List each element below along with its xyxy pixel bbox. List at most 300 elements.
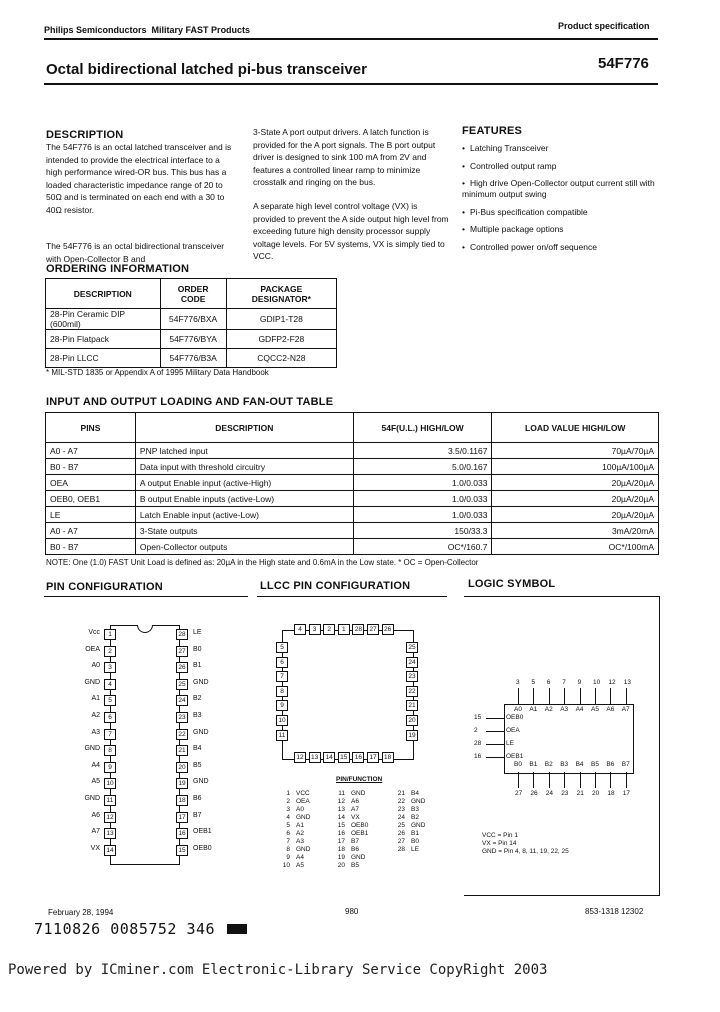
- dip-left-label: A5: [91, 778, 100, 786]
- ordering-heading: ORDERING INFORMATION: [46, 263, 190, 275]
- ordering-col-header: PACKAGE DESIGNATOR*: [226, 279, 336, 309]
- llcc-left-pin: 8: [276, 686, 288, 697]
- loading-cell: Latch Enable input (active-Low): [135, 507, 353, 523]
- llcc-right-pin: 24: [406, 657, 418, 668]
- logic-input-lead: [486, 757, 504, 758]
- llcc-table-cell: 8: [286, 846, 290, 853]
- dip-diagram: [60, 625, 230, 870]
- logic-symbol: [464, 596, 660, 896]
- llcc-table-cell: A1: [296, 822, 304, 829]
- features-heading: FEATURES: [462, 125, 523, 137]
- llcc-rule: [257, 596, 447, 597]
- dip-left-pin: 8: [104, 745, 116, 756]
- header-rule: [44, 38, 658, 40]
- llcc-table-cell: A6: [351, 798, 359, 805]
- part-number: 54F776: [598, 55, 649, 72]
- dip-right-pin: 21: [176, 745, 188, 756]
- dip-right-label: LE: [193, 629, 202, 636]
- llcc-table-cell: 20: [337, 862, 345, 869]
- feature-item: • High drive Open-Collector output current still with minimum output swing: [462, 178, 662, 200]
- llcc-table-cell: OEB0: [351, 822, 369, 829]
- logic-top-label: A3: [560, 706, 569, 713]
- loading-cell: 20µA/20µA: [492, 491, 659, 507]
- logic-bottom-label: B5: [591, 761, 599, 768]
- llcc-table-cell: 28: [397, 846, 405, 853]
- logic-bottom-label: B2: [544, 761, 553, 768]
- llcc-table-cell: 18: [337, 846, 345, 853]
- loading-cell: 1.0/0.033: [353, 507, 492, 523]
- table-row: [46, 507, 659, 523]
- logic-note: VCC = Pin 1: [482, 832, 518, 839]
- dip-right-label: B4: [193, 745, 202, 753]
- llcc-left-pin: 6: [276, 657, 288, 668]
- dip-right-label: B5: [193, 761, 202, 769]
- logic-bottom-lead: [564, 772, 565, 788]
- logic-note: GND = Pin 4, 8, 11, 19, 22, 25: [482, 848, 569, 855]
- loading-cell: Open-Collector outputs: [135, 539, 353, 555]
- loading-cell: Data input with threshold circuitry: [135, 459, 353, 475]
- dip-right-pin: 15: [176, 845, 188, 856]
- loading-note: NOTE: One (1.0) FAST Unit Load is defined as: 20µA in the High state and 0.6mA in the Low state. * OC = Open-Collector: [46, 558, 479, 567]
- logic-top-pin: 13: [623, 679, 632, 686]
- llcc-table-cell: B2: [411, 814, 419, 821]
- llcc-table-cell: 14: [337, 814, 345, 821]
- llcc-table-cell: 26: [397, 830, 405, 837]
- llcc-table-title: PIN/FUNCTION: [336, 776, 383, 783]
- llcc-bottom-pin: 15: [338, 752, 350, 763]
- ordering-cell: GDFP2-F28: [226, 330, 336, 349]
- loading-col-header: DESCRIPTION: [135, 413, 353, 443]
- logic-input-lead: [486, 718, 504, 719]
- feature-item: • Controlled output ramp: [462, 161, 662, 172]
- logic-input-pin: 2: [474, 727, 478, 734]
- llcc-table-cell: 22: [397, 798, 405, 805]
- llcc-table-cell: GND: [296, 814, 311, 821]
- feature-item: • Latching Transceiver: [462, 143, 662, 154]
- feature-item: • Controlled power on/off sequence: [462, 242, 662, 253]
- logic-input-label: LE: [506, 740, 514, 747]
- logic-top-label: A2: [544, 706, 553, 713]
- dip-left-pin: 2: [104, 646, 116, 657]
- footer-page: 980: [345, 907, 359, 916]
- llcc-table-cell: GND: [351, 790, 366, 797]
- llcc-left-pin: 10: [276, 715, 288, 726]
- logic-top-lead: [533, 688, 534, 704]
- llcc-left-pin: 7: [276, 671, 288, 682]
- llcc-table-cell: 9: [286, 854, 290, 861]
- llcc-table-cell: GND: [411, 822, 426, 829]
- ordering-cell: 28-Pin LLCC: [46, 349, 161, 368]
- loading-cell: B0 - B7: [46, 459, 136, 475]
- loading-cell: 150/33.3: [353, 523, 492, 539]
- llcc-right-pin: 20: [406, 715, 418, 726]
- dip-right-label: GND: [193, 678, 209, 686]
- logic-bottom-pin: 17: [622, 790, 631, 797]
- ordering-cell: 54F776/B3A: [160, 349, 226, 368]
- logic-bottom-pin: 20: [592, 790, 600, 797]
- dip-right-label: OEB0: [193, 844, 212, 852]
- table-row: [46, 459, 659, 475]
- llcc-table-cell: VX: [351, 814, 360, 821]
- loading-cell: B0 - B7: [46, 539, 136, 555]
- logic-input-label: OEB0: [506, 714, 524, 721]
- ordering-cell: 28-Pin Ceramic DIP (600mil): [46, 309, 161, 330]
- loading-cell: 20µA/20µA: [492, 475, 659, 491]
- dip-left-pin: 11: [104, 795, 116, 806]
- dip-right-label: B1: [193, 662, 202, 670]
- dip-left-label: GND: [84, 745, 100, 753]
- llcc-left-pin: 9: [276, 700, 288, 711]
- ordering-cell: 54F776/BYA: [160, 330, 226, 349]
- dip-right-label: B0: [193, 645, 202, 653]
- logic-top-label: A1: [529, 706, 538, 713]
- dip-left-label: VX: [90, 844, 100, 852]
- loading-cell: 3-State outputs: [135, 523, 353, 539]
- llcc-right-pin: 23: [406, 671, 418, 682]
- loading-cell: PNP latched input: [135, 443, 353, 459]
- llcc-table-cell: B0: [411, 838, 419, 845]
- logic-box: [504, 704, 634, 774]
- logic-input-lead: [486, 744, 504, 745]
- logic-top-pin: 3: [516, 679, 520, 686]
- loading-cell: OEB0, OEB1: [46, 491, 136, 507]
- logic-top-pin: 9: [577, 679, 582, 686]
- llcc-table-cell: GND: [411, 798, 426, 805]
- llcc-table-cell: B7: [351, 838, 359, 845]
- llcc-table-cell: B5: [351, 862, 359, 869]
- dip-left-pin: 5: [104, 695, 116, 706]
- loading-cell: LE: [46, 507, 136, 523]
- loading-col-header: LOAD VALUE HIGH/LOW: [492, 413, 659, 443]
- doc-type: Product specification: [558, 21, 650, 31]
- llcc-table-cell: 13: [337, 806, 345, 813]
- llcc-table-cell: 7: [286, 838, 290, 845]
- ordering-cell: 54F776/BXA: [160, 309, 226, 330]
- logic-bottom-label: B0: [514, 761, 522, 768]
- logic-bottom-lead: [610, 772, 611, 788]
- dip-left-label: A4: [91, 761, 100, 769]
- llcc-body: [282, 630, 414, 760]
- llcc-table-cell: 27: [397, 838, 405, 845]
- loading-cell: 3mA/20mA: [492, 523, 659, 539]
- dip-left-label: A0: [91, 662, 100, 670]
- loading-cell: 70µA/70µA: [492, 443, 659, 459]
- llcc-table-cell: 6: [286, 830, 290, 837]
- logic-bottom-pin: 24: [545, 790, 554, 797]
- llcc-table-cell: 15: [337, 822, 345, 829]
- logic-bottom-label: B1: [529, 761, 538, 768]
- dip-left-pin: 12: [104, 812, 116, 823]
- footer-doc-code: 853-1318 12302: [585, 907, 644, 916]
- table-row: [46, 443, 659, 459]
- logic-top-label: A7: [621, 706, 630, 713]
- loading-col-header: 54F(U.L.) HIGH/LOW: [353, 413, 492, 443]
- llcc-bottom-pin: 14: [323, 752, 335, 763]
- llcc-bottom-pin: 18: [382, 752, 394, 763]
- dip-right-pin: 20: [176, 762, 188, 773]
- dip-left-pin: 1: [104, 629, 116, 640]
- dip-left-pin: 4: [104, 679, 116, 690]
- ordering-cell: 28-Pin Flatpack: [46, 330, 161, 349]
- logic-top-label: A6: [606, 706, 615, 713]
- llcc-top-pin: 28: [352, 624, 364, 635]
- logic-bottom-lead: [518, 772, 519, 788]
- logic-heading: LOGIC SYMBOL: [468, 578, 556, 590]
- loading-cell: A0 - A7: [46, 523, 136, 539]
- dip-left-pin: 6: [104, 712, 116, 723]
- logic-bottom-label: B4: [575, 761, 584, 768]
- llcc-heading: LLCC PIN CONFIGURATION: [260, 580, 411, 592]
- table-row: [46, 491, 659, 507]
- llcc-table-cell: B3: [411, 806, 419, 813]
- table-row: [46, 523, 659, 539]
- logic-input-pin: 15: [474, 714, 482, 721]
- dip-right-pin: 27: [176, 646, 188, 657]
- llcc-top-pin: 3: [309, 624, 321, 635]
- dip-left-label: A6: [91, 811, 100, 819]
- llcc-right-pin: 21: [406, 700, 418, 711]
- loading-cell: A0 - A7: [46, 443, 136, 459]
- ordering-footnote: * MIL-STD 1835 or Appendix A of 1995 Military Data Handbook: [46, 368, 269, 377]
- logic-input-label: OEB1: [506, 753, 524, 760]
- page-title: Octal bidirectional latched pi-bus transceiver: [46, 61, 367, 78]
- dip-right-pin: 23: [176, 712, 188, 723]
- dip-right-pin: 26: [176, 662, 188, 673]
- llcc-top-pin: 2: [323, 624, 335, 635]
- table-row: [46, 330, 337, 349]
- ordering-table: [45, 278, 337, 368]
- logic-top-pin: 7: [562, 679, 566, 686]
- dip-left-label: Vcc: [88, 629, 100, 636]
- llcc-table-cell: 11: [338, 790, 345, 797]
- llcc-top-pin: 27: [367, 624, 379, 635]
- llcc-left-pin: 11: [276, 730, 288, 741]
- dip-right-pin: 18: [176, 795, 188, 806]
- llcc-table-cell: LE: [411, 846, 419, 853]
- logic-bottom-pin: 23: [561, 790, 569, 797]
- llcc-table-cell: A3: [296, 838, 304, 845]
- logic-bottom-lead: [595, 772, 596, 788]
- table-row: [46, 349, 337, 368]
- dip-right-pin: 28: [176, 629, 188, 640]
- loading-table: [45, 412, 659, 555]
- llcc-table-cell: A4: [296, 854, 304, 861]
- logic-bottom-label: B6: [606, 761, 615, 768]
- llcc-table-cell: 19: [337, 854, 345, 861]
- feature-item: • Pi-Bus specification compatible: [462, 207, 662, 218]
- loading-cell: 100µA/100µA: [492, 459, 659, 475]
- llcc-table-cell: GND: [296, 846, 311, 853]
- logic-top-pin: 6: [546, 679, 551, 686]
- logic-top-lead: [580, 688, 581, 704]
- dip-left-label: OEA: [85, 645, 100, 653]
- dip-left-pin: 7: [104, 729, 116, 740]
- logic-top-label: A4: [575, 706, 584, 713]
- dip-right-pin: 17: [176, 812, 188, 823]
- ordering-cell: GDIP1-T28: [226, 309, 336, 330]
- dip-right-pin: 22: [176, 729, 188, 740]
- llcc-table-cell: B1: [411, 830, 419, 837]
- logic-bottom-pin: 18: [607, 790, 615, 797]
- table-row: [46, 309, 337, 330]
- llcc-table-cell: OEB1: [351, 830, 369, 837]
- loading-cell: B output Enable inputs (active-Low): [135, 491, 353, 507]
- logic-top-lead: [595, 688, 596, 704]
- description-p2: The 54F776 is an octal bidirectional transceiver with Open-Collector B and: [46, 241, 225, 264]
- llcc-bottom-pin: 17: [367, 752, 379, 763]
- dip-right-pin: 25: [176, 679, 188, 690]
- llcc-table-cell: OEA: [296, 798, 310, 805]
- llcc-table-cell: GND: [351, 854, 366, 861]
- dip-right-label: OEB1: [193, 828, 212, 836]
- llcc-table-cell: 25: [397, 822, 405, 829]
- dip-left-label: GND: [84, 795, 100, 802]
- dip-left-label: A3: [91, 728, 100, 736]
- llcc-table-cell: 24: [397, 814, 405, 821]
- llcc-table-cell: VCC: [296, 790, 310, 797]
- llcc-table-cell: 4: [286, 814, 290, 821]
- llcc-right-pin: 22: [406, 686, 418, 697]
- llcc-right-pin: 25: [406, 642, 418, 653]
- llcc-bottom-pin: 16: [352, 752, 364, 763]
- logic-input-label: OEA: [506, 727, 520, 734]
- dip-left-pin: 3: [104, 662, 116, 673]
- dip-left-pin: 13: [104, 828, 116, 839]
- llcc-table-cell: 5: [286, 822, 290, 829]
- logic-bottom-lead: [626, 772, 627, 788]
- dip-left-label: A2: [91, 712, 100, 719]
- table-row: [46, 539, 659, 555]
- logic-top-pin: 10: [593, 679, 601, 686]
- ordering-cell: CQCC2-N28: [226, 349, 336, 368]
- barcode-block: [227, 924, 247, 934]
- powered-by: Powered by ICminer.com Electronic-Library Service CopyRight 2003: [8, 962, 548, 978]
- logic-bottom-lead: [580, 772, 581, 788]
- logic-bottom-lead: [533, 772, 534, 788]
- dip-right-label: B7: [193, 811, 202, 819]
- llcc-table-cell: A2: [296, 830, 304, 837]
- llcc-table-cell: 21: [397, 790, 405, 797]
- loading-cell: 1.0/0.033: [353, 475, 492, 491]
- dip-body: [110, 625, 180, 865]
- logic-input-lead: [486, 731, 504, 732]
- description-col2-p1: 3-State A port output drivers. A latch function is provided for the A port signals. The B port output driver is designed to sink 100 mA from 2V and features a controlled linear ramp to minimize crosstalk and ringing on the bus.: [253, 127, 436, 187]
- logic-top-label: A5: [591, 706, 599, 713]
- loading-cell: OC*/100mA: [492, 539, 659, 555]
- loading-cell: OEA: [46, 475, 136, 491]
- dip-right-label: B6: [193, 795, 202, 802]
- logic-top-lead: [610, 688, 611, 704]
- llcc-top-pin: 4: [294, 624, 306, 635]
- logic-input-pin: 16: [474, 753, 482, 760]
- loading-cell: 20µA/20µA: [492, 507, 659, 523]
- loading-cell: 1.0/0.033: [353, 491, 492, 507]
- logic-note: VX = Pin 14: [482, 840, 517, 847]
- llcc-table-cell: B6: [351, 846, 359, 853]
- pin-config-rule: [44, 596, 248, 597]
- dip-right-label: GND: [193, 778, 209, 786]
- dip-left-label: A7: [91, 828, 100, 836]
- feature-item: • Multiple package options: [462, 224, 662, 235]
- logic-top-lead: [518, 688, 519, 704]
- dip-left-pin: 9: [104, 762, 116, 773]
- loading-cell: 5.0/0.167: [353, 459, 492, 475]
- description-heading: DESCRIPTION: [46, 129, 124, 141]
- dip-right-label: GND: [193, 728, 209, 736]
- loading-cell: 3.5/0.1167: [353, 443, 492, 459]
- logic-top-label: A0: [514, 706, 522, 713]
- dip-left-label: A1: [91, 695, 100, 703]
- logic-bottom-label: B7: [621, 761, 630, 768]
- llcc-table-cell: 17: [337, 838, 345, 845]
- dip-right-pin: 16: [176, 828, 188, 839]
- dip-right-pin: 19: [176, 778, 188, 789]
- llcc-top-pin: 1: [338, 624, 350, 635]
- llcc-table-cell: 16: [337, 830, 345, 837]
- title-rule: [44, 83, 658, 85]
- llcc-table-cell: B4: [411, 790, 419, 797]
- dip-right-label: B2: [193, 695, 202, 703]
- barcode-text: 7110826 0085752 346: [34, 920, 247, 938]
- llcc-right-pin: 19: [406, 730, 418, 741]
- llcc-table-cell: A7: [351, 806, 359, 813]
- llcc-table-cell: A5: [296, 862, 304, 869]
- llcc-top-pin: 26: [382, 624, 394, 635]
- logic-top-lead: [626, 688, 627, 704]
- ordering-col-header: ORDER CODE: [160, 279, 226, 309]
- llcc-bottom-pin: 12: [294, 752, 306, 763]
- llcc-table-cell: 23: [397, 806, 405, 813]
- logic-bottom-label: B3: [560, 761, 569, 768]
- loading-col-header: PINS: [46, 413, 136, 443]
- logic-top-lead: [564, 688, 565, 704]
- logic-top-pin: 12: [608, 679, 616, 686]
- dip-left-pin: 10: [104, 778, 116, 789]
- logic-input-pin: 28: [474, 740, 482, 747]
- llcc-left-pin: 5: [276, 642, 288, 653]
- dip-right-label: B3: [193, 712, 202, 719]
- dip-notch: [137, 625, 153, 633]
- logic-bottom-pin: 21: [576, 790, 584, 797]
- llcc-table-cell: 1: [286, 790, 290, 797]
- llcc-table-cell: A0: [296, 806, 304, 813]
- logic-bottom-pin: 26: [530, 790, 538, 797]
- llcc-diagram: [270, 620, 430, 770]
- llcc-table-cell: 10: [282, 862, 290, 869]
- logic-bottom-lead: [549, 772, 550, 788]
- description-col2-p2: A separate high level control voltage (VX) is provided to prevent the A side output high level from exceeding future high density processor supply voltage levels. For 5V systems, VX is simply tied to VCC.: [253, 201, 449, 261]
- dip-left-label: GND: [84, 678, 100, 686]
- features-list: [462, 143, 662, 259]
- table-row: [46, 475, 659, 491]
- dip-left-pin: 14: [104, 845, 116, 856]
- footer-date: February 28, 1994: [48, 908, 114, 917]
- loading-heading: INPUT AND OUTPUT LOADING AND FAN-OUT TABLE: [46, 396, 334, 408]
- llcc-table-cell: 12: [337, 798, 345, 805]
- loading-cell: OC*/160.7: [353, 539, 492, 555]
- description-p1: The 54F776 is an octal latched transceiver and is intended to provide the electrical interface to a high performance wired-OR bus. This bus has a loaded characteristic impedance range of 20 to 50Ω and is terminated on each end with a 30 to 40Ω resistor.: [46, 142, 232, 215]
- llcc-table-cell: 2: [286, 798, 290, 805]
- company-name: Philips Semiconductors Military FAST Products: [44, 25, 251, 35]
- logic-bottom-pin: 27: [515, 790, 523, 797]
- pin-config-heading: PIN CONFIGURATION: [46, 581, 163, 593]
- logic-top-lead: [549, 688, 550, 704]
- ordering-col-header: DESCRIPTION: [46, 279, 161, 309]
- logic-top-pin: 5: [531, 679, 536, 686]
- dip-right-pin: 24: [176, 695, 188, 706]
- llcc-table-cell: 3: [286, 806, 290, 813]
- llcc-bottom-pin: 13: [309, 752, 321, 763]
